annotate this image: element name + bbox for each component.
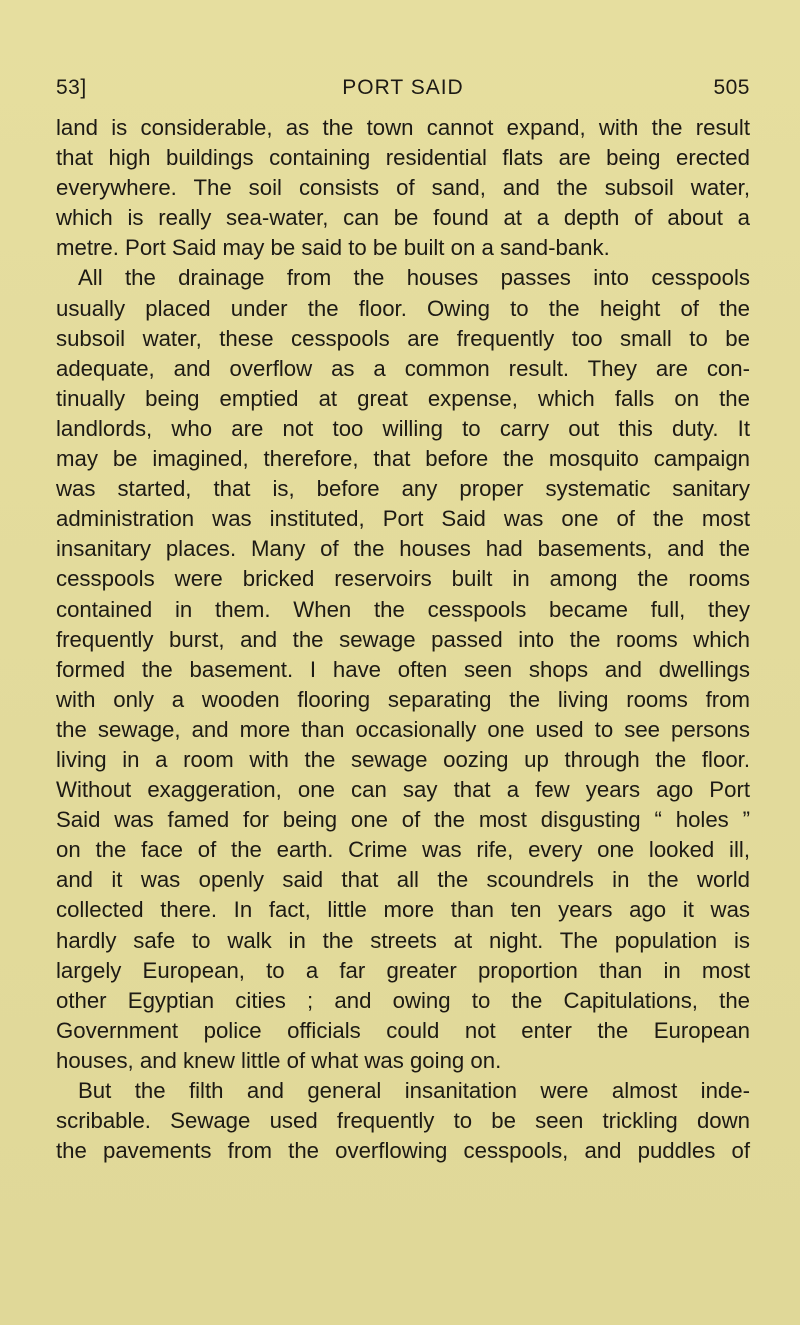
text-line: and it was openly said that all the scoundrels in the world [56,867,750,893]
text-line: scribable. Sewage used frequently to be seen trickling down [56,1108,750,1134]
chapter-folio: 53] [56,76,87,99]
text-line: everywhere. The soil consists of sand, and the subsoil water, [56,175,750,201]
text-line: that high buildings containing residential flats are being erected [56,145,750,171]
text-line: contained in them. When the cesspools became full, they [56,596,750,622]
text-line: with only a wooden flooring separating the living rooms from [56,686,750,712]
text-line: Without exaggeration, one can say that a few years ago Port [56,777,750,803]
running-title: PORT SAID [342,76,464,99]
text-line: on the face of the earth. Crime was rife, every one looked ill, [56,837,750,863]
text-line: landlords, who are not too willing to carry out this duty. It [56,415,750,441]
body-text [56,113,750,1166]
text-line: largely European, to a far greater proportion than in most [56,957,750,983]
text-line: the pavements from the overflowing cesspools, and puddles of [56,1138,750,1164]
text-line: land is considerable, as the town cannot expand, with the result [56,115,750,140]
text-line: subsoil water, these cesspools are frequently too small to be [56,325,750,351]
text-line: houses, and knew little of what was going on. [56,1047,502,1073]
text-line: collected there. In fact, little more than ten years ago it was [56,897,750,923]
text-line: administration was instituted, Port Said was one of the most [56,506,750,532]
text-line: metre. Port Said may be said to be built on a sand-bank. [56,235,610,261]
text-line: frequently burst, and the sewage passed into the rooms which [56,626,750,652]
text-line: But the filth and general insanitation were almost inde- [78,1078,750,1103]
text-line: living in a room with the sewage oozing up through the floor. [56,746,750,772]
text-line: may be imagined, therefore, that before the mosquito campaign [56,446,750,472]
text-line: which is really sea-water, can be found at a depth of about a [56,205,750,231]
text-line: hardly safe to walk in the streets at night. The population is [56,927,750,953]
text-line: Said was famed for being one of the most disgusting “ holes ” [56,807,750,833]
text-line: cesspools were bricked reservoirs built in among the rooms [56,566,750,592]
text-line: was started, that is, before any proper systematic sanitary [56,476,750,502]
text-line: usually placed under the floor. Owing to the height of the [56,295,750,321]
page-number: 505 [713,76,750,99]
text-line: the sewage, and more than occasionally one used to see persons [56,716,750,742]
text-line: insanitary places. Many of the houses had basements, and the [56,536,750,562]
text-line: formed the basement. I have often seen shops and dwellings [56,656,750,682]
text-line: All the drainage from the houses passes into cesspools [78,265,750,291]
text-line: tinually being emptied at great expense, which falls on the [56,385,750,411]
text-line: other Egyptian cities ; and owing to the Capitulations, the [56,987,750,1013]
running-head [56,76,750,108]
text-line: Government police officials could not enter the European [56,1017,750,1043]
text-line: adequate, and overflow as a common result. They are con- [56,355,750,381]
